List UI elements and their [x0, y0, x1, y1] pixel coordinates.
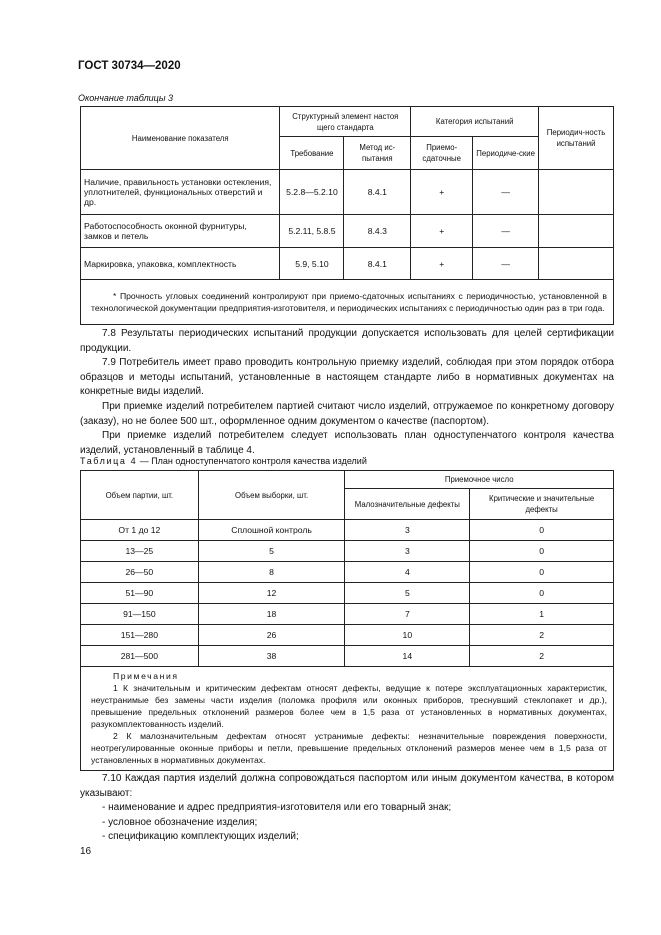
table4-caption-label: Таблица 4 [80, 456, 138, 466]
minor-cell: 3 [345, 520, 470, 541]
table-row [81, 646, 614, 667]
paragraph-7-10: 7.10 Каждая партия изделий должна сопровождаться паспортом или иным документом качества, в котором указывают: [80, 773, 614, 799]
table-row [81, 583, 614, 604]
notes-title: Примечания [113, 671, 179, 681]
sample-cell: 12 [198, 583, 345, 604]
paragraph-batch: При приемке изделий потребителем партией считают число изделий, отгружаемое по конкретному договору (заказу), но не более 500 шт., оформленное одним документом о качестве (паспортом). [80, 401, 614, 427]
table3-footnote: * Прочность угловых соединений контролируют при приемо-сдаточных испытаниях с периодичностью, установленной в технологической документации предприятия-изготовителя, и периодических испытаниях с периодичностью один раз в три года. [81, 280, 614, 325]
table3-header-frequency: Периодич-ность испытаний [539, 107, 614, 170]
method-cell: 8.4.1 [344, 170, 411, 215]
sample-cell: Сплошной контроль [198, 520, 345, 541]
table-row [81, 170, 614, 215]
table4 [80, 470, 614, 771]
periodic-cell: — [473, 215, 539, 248]
table4-header-lot: Объем партии, шт. [81, 471, 199, 520]
critical-cell: 1 [470, 604, 614, 625]
table-row [81, 604, 614, 625]
document-code: ГОСТ 30734—2020 [78, 60, 181, 72]
paragraph-7-8: 7.8 Результаты периодических испытаний продукции допускается использовать для целей сертификации продукции. [80, 328, 614, 354]
frequency-cell [539, 215, 614, 248]
table-row [81, 215, 614, 248]
list-item: - спецификацию комплектующих изделий; [102, 830, 614, 845]
sample-cell: 26 [198, 625, 345, 646]
table-row [81, 520, 614, 541]
table3-header-category: Категория испытаний [411, 107, 539, 137]
paragraph-7-9: 7.9 Потребитель имеет право проводить контрольную приемку изделий, соблюдая при этом порядок отбора образцов и методы испытаний, установленные в настоящем стандарте либо в нормативных документах на конкретные виды изделий. [80, 357, 614, 398]
critical-cell: 0 [470, 541, 614, 562]
frequency-cell [539, 170, 614, 215]
minor-cell: 14 [345, 646, 470, 667]
requirement-cell: 5.9, 5.10 [280, 248, 344, 280]
lot-cell: От 1 до 12 [81, 520, 199, 541]
table3-header-structural: Структурный элемент настоя щего стандарта [280, 107, 411, 137]
page-number: 16 [80, 846, 92, 857]
periodic-cell: — [473, 170, 539, 215]
table4-header-sample: Объем выборки, шт. [198, 471, 345, 520]
passport-contents-list [102, 801, 614, 845]
table3-header-method: Метод ис-пытания [344, 137, 411, 170]
lot-cell: 151—280 [81, 625, 199, 646]
minor-cell: 10 [345, 625, 470, 646]
minor-cell: 4 [345, 562, 470, 583]
table3-header-acceptance: Приемо-сдаточные [411, 137, 473, 170]
sample-cell: 38 [198, 646, 345, 667]
minor-cell: 3 [345, 541, 470, 562]
table4-header-acceptance: Приемочное число [345, 471, 614, 489]
minor-cell: 5 [345, 583, 470, 604]
critical-cell: 2 [470, 646, 614, 667]
table-row [81, 562, 614, 583]
table4-caption-text: — План одноступенчатого контроля качества изделий [137, 456, 367, 466]
table3 [80, 106, 614, 325]
critical-cell: 0 [470, 562, 614, 583]
table3-caption: Окончание таблицы 3 [78, 93, 173, 103]
table4-header-minor: Малозначительные дефекты [345, 489, 470, 520]
lot-cell: 13—25 [81, 541, 199, 562]
minor-cell: 7 [345, 604, 470, 625]
acceptance-cell: + [411, 215, 473, 248]
method-cell: 8.4.1 [344, 248, 411, 280]
requirement-cell: 5.2.11, 5.8.5 [280, 215, 344, 248]
acceptance-cell: + [411, 170, 473, 215]
acceptance-cell: + [411, 248, 473, 280]
lot-cell: 26—50 [81, 562, 199, 583]
list-item: - условное обозначение изделия; [102, 816, 614, 831]
table-row [81, 248, 614, 280]
lot-cell: 91—150 [81, 604, 199, 625]
list-item: - наименование и адрес предприятия-изготовителя или его товарный знак; [102, 801, 614, 816]
indicator-cell: Наличие, правильность установки остекления, уплотнителей, функциональных отверстий и др. [81, 170, 280, 215]
sample-cell: 8 [198, 562, 345, 583]
indicator-cell: Работоспособность оконной фурнитуры, замков и петель [81, 215, 280, 248]
critical-cell: 0 [470, 583, 614, 604]
table3-header-requirement: Требование [280, 137, 344, 170]
critical-cell: 0 [470, 520, 614, 541]
frequency-cell [539, 248, 614, 280]
note-2: 2 К малозначительным дефектам относят устранимые дефекты: незначительные повреждения поверхности, неотрегулированные оконные приборы и петли, превышение предельных отклонений размеров менее чем в 1,5 раза от установленных в нормативных документах. [91, 731, 607, 765]
sample-cell: 18 [198, 604, 345, 625]
table-row [81, 625, 614, 646]
requirement-cell: 5.2.8—5.2.10 [280, 170, 344, 215]
note-1: 1 К значительным и критическим дефектам относят дефекты, ведущие к потере эксплуатационных характеристик, неустранимые без замены части изделия (поломка профиля или оконных приборов, треснувший стеклопакет и др.), превышение предельных отклонений размеров более чем в 1,5 раза от установленных в нормативных документах, разукомплектованность изделий. [91, 683, 607, 729]
lot-cell: 51—90 [81, 583, 199, 604]
indicator-cell: Маркировка, упаковка, комплектность [81, 248, 280, 280]
table-row [81, 541, 614, 562]
sample-cell: 5 [198, 541, 345, 562]
table3-header-periodic: Периодиче-ские [473, 137, 539, 170]
critical-cell: 2 [470, 625, 614, 646]
table3-header-indicator: Наименование показателя [81, 107, 280, 170]
table4-caption [80, 456, 367, 466]
table4-header-critical: Критические и значительные дефекты [470, 489, 614, 520]
lot-cell: 281—500 [81, 646, 199, 667]
paragraph-plan: При приемке изделий потребителем следует использовать план одноступенчатого контроля качества изделий, установленный в таблице 4. [80, 430, 614, 456]
table4-notes [81, 667, 614, 771]
method-cell: 8.4.3 [344, 215, 411, 248]
periodic-cell: — [473, 248, 539, 280]
